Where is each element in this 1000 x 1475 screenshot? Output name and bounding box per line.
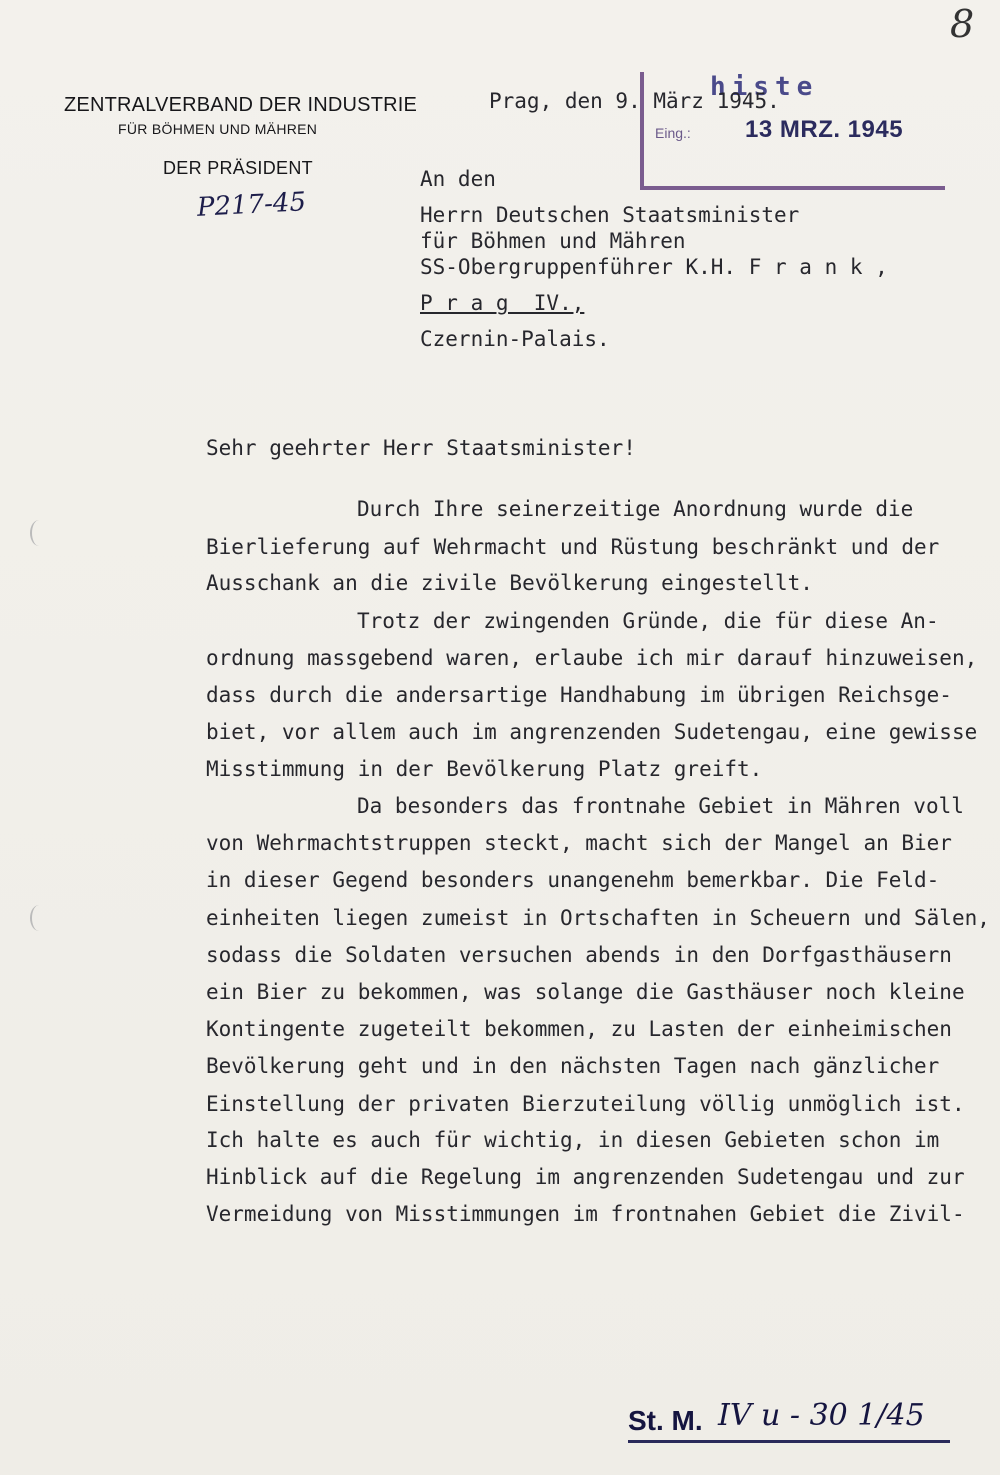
address-line: für Böhmen und Mähren (420, 229, 686, 253)
stamp-title: histe (710, 72, 819, 102)
body-line: Hinblick auf die Regelung im angrenzenden Sudetengau und zur (206, 1165, 965, 1189)
footer-underline (628, 1440, 950, 1443)
salutation: Sehr geehrter Herr Staatsminister! (206, 436, 636, 460)
body-line: von Wehrmachtstruppen steckt, macht sich der Mangel an Bier (206, 831, 952, 855)
body-line: Ich halte es auch für wichtig, in diesen Gebieten schon im (206, 1128, 940, 1152)
body-line: dass durch die andersartige Handhabung im übrigen Reichsge- (206, 683, 952, 707)
body-line: Misstimmung in der Bevölkerung Platz greift. (206, 757, 763, 781)
body-line: ordnung massgebend waren, erlaube ich mir darauf hinzuweisen, (206, 646, 978, 670)
body-line: sodass die Soldaten versuchen abends in den Dorfgasthäusern (206, 943, 952, 967)
handwritten-reference: P217-45 (196, 187, 307, 223)
stamp-date: 13 MRZ. 1945 (745, 116, 904, 143)
body-line: Bierlieferung auf Wehrmacht und Rüstung beschränkt und der (206, 535, 940, 559)
body-line: ein Bier zu bekommen, was solange die Gasthäuser noch kleine (206, 980, 965, 1004)
address-line: An den (420, 167, 496, 191)
footer-label: St. M. (628, 1405, 703, 1436)
body-line: Einstellung der privaten Bierzuteilung völlig unmöglich ist. (206, 1092, 965, 1116)
stamp-label: Eing.: (655, 125, 691, 141)
address-line: SS-Obergruppenführer K.H. F r a n k , (420, 255, 888, 279)
letterhead-org: ZENTRALVERBAND DER INDUSTRIE (64, 94, 418, 116)
body-line: einheiten liegen zumeist in Ortschaften in Scheuern und Sälen, (206, 906, 990, 930)
body-line: biet, vor allem auch im angrenzenden Sudetengau, eine gewisse (206, 720, 978, 744)
body-line: Kontingente zugeteilt bekommen, zu Lasten der einheimischen (206, 1017, 952, 1041)
body-line: Trotz der zwingenden Gründe, die für diese An- (357, 609, 939, 633)
letterhead-role: DER PRÄSIDENT (163, 158, 313, 178)
footer-handwritten-ref: IV u - 30 1/45 (718, 1398, 925, 1433)
body-line: Durch Ihre seinerzeitige Anordnung wurde die (357, 497, 914, 521)
body-line: Vermeidung von Misstimmungen im frontnahen Gebiet die Zivil- (206, 1202, 965, 1226)
punch-hole (30, 520, 48, 546)
date-line: Prag, den 9. März 1945. (489, 89, 780, 113)
body-line: Ausschank an die zivile Bevölkerung eingestellt. (206, 571, 813, 595)
body-line: Bevölkerung geht und in den nächsten Tagen nach gänzlicher (206, 1054, 940, 1078)
address-line: Czernin-Palais. (420, 327, 610, 351)
body-line: Da besonders das frontnahe Gebiet in Mähren voll (357, 794, 964, 818)
page-number: 8 (950, 2, 975, 46)
punch-hole (30, 905, 48, 931)
address-city: P r a g IV., (420, 291, 585, 315)
body-line: in dieser Gegend besonders unangenehm bemerkbar. Die Feld- (206, 868, 940, 892)
address-line: Herrn Deutschen Staatsminister (420, 203, 800, 227)
letterhead-region: FÜR BÖHMEN UND MÄHREN (118, 121, 318, 137)
